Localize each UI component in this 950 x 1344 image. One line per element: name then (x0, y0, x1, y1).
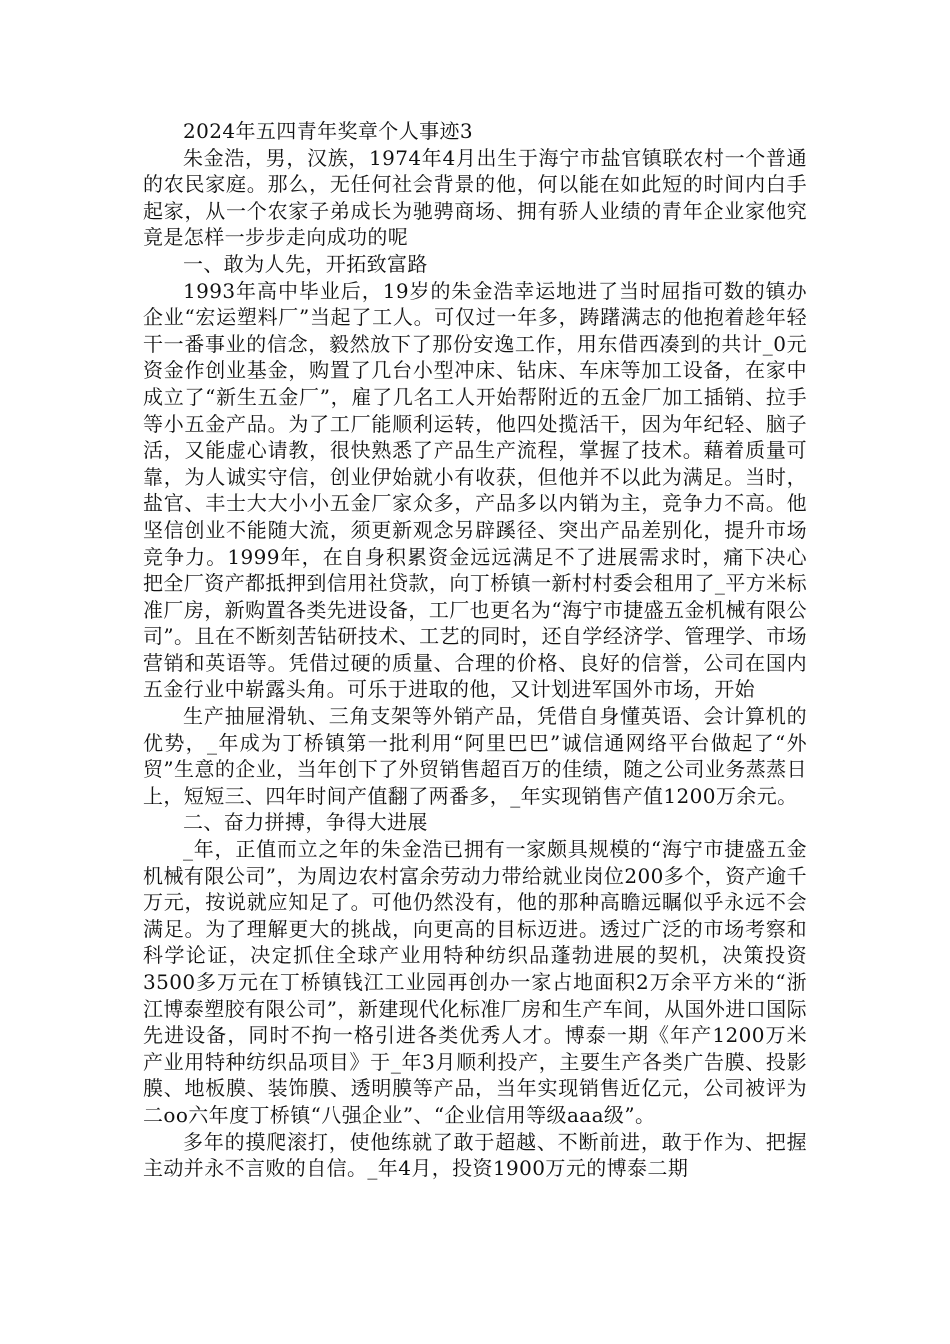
paragraph-confidence: 多年的摸爬滚打，使他练就了敢于超越、不断前进，敢于作为、把握主动并永不言败的自信。_年4月，投资1900万元的博泰二期 (143, 1129, 807, 1181)
paragraph-intro: 朱金浩，男，汉族，1974年4月出生于海宁市盐官镇联农村一个普通的农民家庭。那么，无任何社会背景的他，何以能在如此短的时间内白手起家，从一个农家子弟成长为驰骋商场、拥有骄人业绩的青年企业家他究竟是怎样一步步走向成功的呢 (143, 145, 807, 250)
section-heading-2: 二、奋力拼搏，争得大进展 (183, 810, 428, 835)
section-heading-1: 一、敢为人先，开拓致富路 (183, 251, 428, 276)
paragraph-early-career: 1993年高中毕业后，19岁的朱金浩幸运地进了当时屈指可数的镇办企业“宏运塑料厂”当起了工人。可仅过一年多，踌躇满志的他抱着趁年轻干一番事业的信念，毅然放下了那份安逸工作，用东借西凑到的共计_0元资金作创业基金，购置了几台小型冲床、钻床、车床等加工设备，在家中成立了“新生五金厂”，雇了几名工人开始帮附近的五金厂加工插销、拉手等小五金产品。为了工厂能顺利运转，他四处揽活干，因为年纪轻、脑子活，又能虚心请教，很快熟悉了产品生产流程，掌握了技术。藉着质量可靠，为人诚实守信，创业伊始就小有收获，但他并不以此为满足。当时，盐官、丰士大大小小五金厂家众多，产品多以内销为主，竞争力不高。他坚信创业不能随大流，须更新观念另辟蹊径、突出产品差别化，提升市场竞争力。1999年，在自身积累资金远远满足不了进展需求时，痛下决心把全厂资产都抵押到信用社贷款，向丁桥镇一新村村委会租用了_平方米标准厂房，新购置各类先进设备，工厂也更名为“海宁市捷盛五金机械有限公司”。且在不断刻苦钻研技术、工艺的同时，还自学经济学、管理学、市场营销和英语等。凭借过硬的质量、合理的价格、良好的信誉，公司在国内五金行业中崭露头角。可乐于进取的他，又计划进军国外市场，开始 (143, 278, 807, 702)
paragraph-export: 生产抽屉滑轨、三角支架等外销产品，凭借自身懂英语、会计算机的优势，_年成为丁桥镇第一批利用“阿里巴巴”诚信通网络平台做起了“外贸”生意的企业，当年创下了外贸销售超百万的佳绩，随之公司业务蒸蒸日上，短短三、四年时间产值翻了两番多，_年实现销售产值1200万余元。 (143, 704, 807, 808)
document-page (143, 118, 807, 1182)
document-title: 2024年五四青年奖章个人事迹3 (183, 119, 474, 143)
paragraph-expansion: _年，正值而立之年的朱金浩已拥有一家颇具规模的“海宁市捷盛五金机械有限公司”，为周边农村富余劳动力带给就业岗位200多个，资产逾千万元，按说就应知足了。可他仍然没有，他的那种高瞻远瞩似乎永远不会满足。为了理解更大的挑战，向更高的目标迈进。透过广泛的市场考察和科学论证，决定抓住全球产业用特种纺织品蓬勃进展的契机，决策投资3500多万元在丁桥镇钱江工业园再创办一家占地面积2万余平方米的“浙江博泰塑胶有限公司”，新建现代化标准厂房和生产车间，从国外进口国际先进设备，同时不拘一格引进各类优秀人才。博泰一期《年产1200万米产业用特种纺织品项目》于_年3月顺利投产，主要生产各类广告膜、投影膜、地板膜、装饰膜、透明膜等产品，当年实现销售近亿元，公司被评为二oo六年度丁桥镇“八强企业”、“企业信用等级aaa级”。 (143, 837, 807, 1127)
